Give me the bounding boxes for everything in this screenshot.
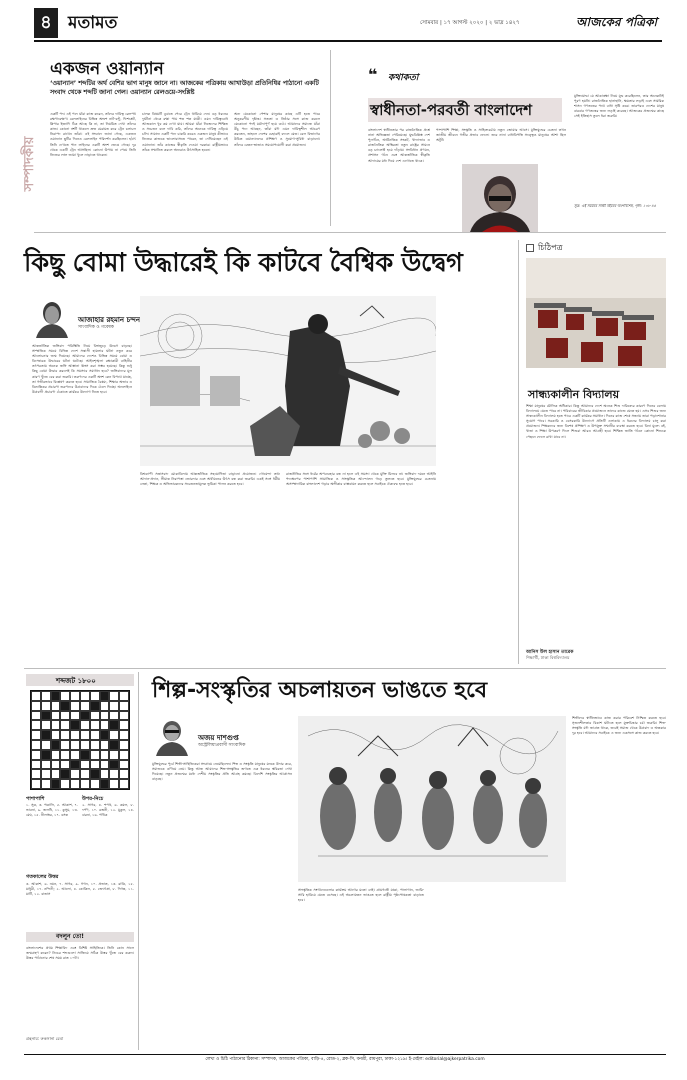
crossword-cell[interactable] [90,740,100,750]
crossword-cell[interactable] [31,769,41,779]
crossword-cell[interactable] [51,720,61,730]
crossword-cell[interactable] [100,701,110,711]
bonus-title: বদলুন তো! [56,933,85,940]
crossword-cell[interactable] [60,760,70,770]
header-date: সোমবার | ১৭ আগস্ট ২০২০ | ২ ভাদ্র ১৪২৭ [420,20,520,26]
crossword-cell [60,701,70,711]
chithipatra-body: শিক্ষা মানুষের মৌলিক অধিকার। কিন্তু আমাদের দেশে অনেক শিশু দারিদ্র্যের কারণে দিনের বেলায় বিদ্যালয়ে যেতে পারে না। পরিবারের জীবিকার প্রয়োজনে তাদের কাজে যেতে হয়। এসব শিশুর জন্য সান্ধ্যকালীন বিদ্যালয় হতে পারে একটি কার্যকর সমাধান। দিনের কাজ শেষে সন্ধ্যায় তারা পড়াশোনার সুযোগ পাবে। সরকারি ও বেসরকারি উদ্যোগে প্রতিটি এলাকায় এ ধরনের বিদ্যালয় চালু করা প্রয়োজন। শিক্ষকদের জন্য বিশেষ প্রশিক্ষণ ও উপযুক্ত সম্মানীর ব্যবস্থা করতে হবে। বিনা মূল্যে বই, খাতা ও শিক্ষা উপকরণ দিলে শিশুরা আরও আগ্রহী হবে। শিক্ষিত জাতি গঠনে কোনো শিশুকে পেছনে ফেলে রাখা যাবে না। [526,404,666,439]
kathakata-col-mid-top: পাশাপাশি শিক্ষা, সংস্কৃতি ও সাহিত্যচর্চায় নতুন জোয়ার আসে। মুক্তিযুদ্ধের চেতনা তখন জাতীয় জীবনে গভীর প্রভাব ফেলে। তবে নানা বাধাবিপত্তি সত্ত্বেও মানুষের আশা ছিল অটুট। [436,128,566,143]
clues-down-label: উপর-নিচে [82,796,104,802]
crossword-cell[interactable] [41,720,51,730]
crossword-cell[interactable] [31,760,41,770]
crossword-cell[interactable] [109,750,119,760]
crossword-cell[interactable] [119,750,129,760]
crossword-cell[interactable] [100,711,110,721]
column-divider [330,50,331,226]
crossword-cell[interactable] [31,730,41,740]
crossword-cell [109,720,119,730]
crossword-cell[interactable] [119,779,129,789]
crossword-cell[interactable] [70,779,80,789]
section-name: মতামত [68,13,118,33]
editorial-col3: অন্য যেকোনো পেশার মানুষের কাছে এটি হতে পারে অনুকরণীয় দৃষ্টান্ত। সততা ও নিষ্ঠার সঙ্গে কাজ করলে যেকোনো পদই মর্যাদাপূর্ণ হয়ে ওঠে। আমাদের সমাজে যাঁরা উঁচু পদে আছেন, তাঁরা যদি এমন দায়িত্বশীল আচরণ করতেন, তাহলে দেশের চেহারাই বদলে যেত। রেল বিভাগের উচিত ওয়ান্যানদের প্রশিক্ষণ ও সুযোগ-সুবিধা বাড়ানো। তাঁদের বেতন-ভাতাও সময়োপযোগী করা প্রয়োজন। [234,112,320,147]
crossword-cell[interactable] [70,750,80,760]
kathakata-col-mid-low [436,172,458,228]
editorial-block [50,56,326,226]
article2-body-far-right: শিল্পীদের স্বাধীনভাবে কাজ করার পরিবেশ নিশ্চিত করতে হবে। সৃজনশীলতার বিকাশ ঘটাতে হলে মুক্তচিন্তার চর্চা জরুরি। শিল্প-সংস্কৃতি যদি জাগ্রত থাকে, তবেই সমাজ থেকে উগ্রবাদ ও অন্ধকার দূর হবে। আমাদের সবাইকে এ জন্য একসঙ্গে কাজ করতে হবে। [572,716,666,736]
classroom-photo [526,258,666,368]
crossword-title: শব্দজট ১৮০০ [56,677,96,685]
header-rule [34,40,662,42]
chithipatra-block [526,240,666,664]
crossword-cell[interactable] [60,720,70,730]
crossword-cell[interactable] [119,769,129,779]
photo-caption [526,370,666,380]
crossword-cell[interactable] [70,701,80,711]
crossword-cell [80,750,90,760]
kathakata-source: সূত্র: এই সময়ের সাক্ষী বইয়ের অংশবিশেষ, পৃষ্ঠা: ১৩৮-৪৫ [574,204,656,208]
article2-illustration [298,716,566,882]
crossword-cell[interactable] [41,779,51,789]
chithipatra-author: আনিস উল হাসান তারেক [526,650,574,655]
clues-across-label: পাশাপাশি [26,796,45,802]
crossword-cell[interactable] [31,740,41,750]
prev-answers-label: গতকালের উত্তর [26,874,59,880]
crossword-cell[interactable] [80,769,90,779]
article2-body-left: মুক্তিযুদ্ধের পূর্বে শিল্পী-সাহিত্যিকরা সংগ্রামে নেমেছিলেন। শিল্প ও সংস্কৃতি মানুষের মনকে উদার করে, সমাজকে এগিয়ে নেয়। কিন্তু আজ আমাদের শিল্প-সংস্কৃতির জগতে এক ধরনের স্থবিরতা দেখা দিয়েছে। নতুন প্রজন্মের মধ্যে দেশীয় সংস্কৃতির প্রতি আগ্রহ কমছে। বিদেশি সংস্কৃতির আগ্রাসন বাড়ছে। [152,762,292,782]
crossword-cell[interactable] [51,760,61,770]
editorial-intro: ‘ওয়ান্যান’ শব্দটির অর্থ বেশির ভাগ মানুষ জানে না। আজকের পত্রিকায় আখাউড়া প্রতিনিধির পাঠানো একটি সংবাদ থেকে শব্দটি জানা গেল। ওয়ান্যান রেলওয়ে-সংশ্লিষ্ট [50,80,319,96]
crossword-cell[interactable] [119,730,129,740]
author-portrait [462,164,538,232]
sidebar-label: সম্পাদকীয় [22,136,37,192]
crossword-cell[interactable] [80,779,90,789]
crossword-cell[interactable] [80,760,90,770]
crossword-cell[interactable] [119,740,129,750]
page-number: ৪ [40,12,52,33]
crossword-cell[interactable] [80,740,90,750]
crossword-cell[interactable] [90,720,100,730]
crossword-cell[interactable] [109,769,119,779]
crossword-cell[interactable] [90,750,100,760]
crossword-cell [41,750,51,760]
editorial-sidebar [20,104,40,224]
crossword-cell[interactable] [119,760,129,770]
crossword-cell [51,779,61,789]
crossword-cell [60,769,70,779]
crossword-cell[interactable] [31,720,41,730]
crossword-cell[interactable] [90,779,100,789]
crossword-cell [100,730,110,740]
crossword-cell[interactable] [31,701,41,711]
crossword-cell[interactable] [90,730,100,740]
crossword-cell[interactable] [51,711,61,721]
crossword-cell[interactable] [100,769,110,779]
prev-answers: ৩. আকাশ, ৬. নয়ন, ৭. সাগর, ৯. গগন, ১০. প্রভাত, ১৩. রাত্রি, ১৫. মাধুরী, ১৭. নন্দিনী; ২. আলো, ৪. কোকিল, ৫. জ্যোৎস্না, ৮. দিগন্ত, ১১. মাটি, ১২. বাতাস [26,882,134,897]
crossword-cell[interactable] [119,711,129,721]
article2-body-mid: সাংস্কৃতিক সংগঠনগুলোর কার্যক্রম আগের মতো নেই। গ্রামগঞ্জে যাত্রা, পালাগান, জারি-সারি হারিয়ে যেতে বসেছে। এই অচলায়তন ভাঙতে হলে রাষ্ট্রীয় পৃষ্ঠপোষকতা বাড়াতে হবে। [298,888,424,903]
crossword-cell [90,701,100,711]
crossword-cell[interactable] [70,691,80,701]
clues-across: ১. সূত্র, ৩. পত্রালি, ৫. আকাশ, ৭. ভাবনা, ৯. জলধি, ১১. কুসুম, ১৩. মেঘ, ১৫. নীলাম্বর, ১৭. বসন্ত [26,803,78,818]
quote-icon: ❝ [368,65,378,84]
crossword-cell[interactable] [41,760,51,770]
crossword-cell[interactable] [31,779,41,789]
kathakata-col-left: বাংলাদেশ স্বাধীনতার পর রাজনৈতিক প্রশ্নে নানা অভিজ্ঞতা পেরিয়েছে। যুদ্ধবিধ্বস্ত দেশ পুনর্গঠন, অর্থনৈতিক সংকট, খাদ্যাভাব ও রাজনৈতিক অস্থিরতা নতুন রাষ্ট্রের সামনে বড় চ্যালেঞ্জ হয়ে দাঁড়ায়। সংবিধান প্রণয়ন, প্রশাসন গঠন এবং আন্তর্জাতিক স্বীকৃতি আদায়ের মধ্য দিয়ে দেশ এগোতে থাকে। [368,128,430,163]
crossword-cell[interactable] [41,769,51,779]
crossword-cell[interactable] [119,720,129,730]
crossword-cell[interactable] [109,730,119,740]
crossword-cell [51,691,61,701]
crossword-cell[interactable] [51,730,61,740]
bonus-text: বাংলাদেশের প্রথম শিক্ষাবিদ এবং বিশিষ্ট সাহিত্যিক। তিনি কোন সালে জন্মগ্রহণ করেন? নিচের শব্দগুলো সাজিয়ে সঠিক উত্তর খুঁজে বের করুন। উত্তর পাঠানোর শেষ সময় রাত ১০টা। [26,946,134,961]
crossword-cell [100,779,110,789]
editorial-col1: একটি পদ। এই পদে যাঁরা কাজ করেন, তাঁদের দায়িত্ব রেলপথ রক্ষণাবেক্ষণ। রেললাইনের বিভিন্ন অংশে নাট-বল্টু, ফিশপ্লেট, স্লিপার ইত্যাদি ঠিক আছে কি না, তা নিয়মিত দেখা তাঁদের কাজ। কোনো ত্রুটি থাকলে দ্রুত মেরামত করে ট্রেন চলাচল নিরাপদ রাখেন তাঁরা। এই সংবাদে জানা গেছে, একজন ওয়ান্যান ছুটির দিনেও রেললাইন পরিদর্শন করছিলেন। হঠাৎ তিনি দেখতে পান লাইনের একটি অংশ ভেঙে গেছে। দূর থেকে একটি ট্রেন আসছিল। কোনো উপায় না পেয়ে তিনি নিজের লাল জামা খুলে নাড়াতে থাকেন। [50,112,136,157]
crossword-block [26,674,134,1050]
article1-body-left: আন্তর্জাতিক জঙ্গিবাদ পরিস্থিতি নিয়ে বিশ্বজুড়ে উদ্বেগ বাড়ছে। সাম্প্রতিক সময়ে বিভিন্ন দেশে সন্ত্রাসী হামলার ঘটনা নতুন করে আলোচনার জন্ম দিয়েছে। আমাদের দেশেও বিভিন্ন সময়ে বোমা ও বিস্ফোরক উদ্ধারের ঘটনা ঘটেছে। আইনশৃঙ্খলা রক্ষাকারী বাহিনীর তৎপরতায় অনেক জঙ্গি আস্তানা ধ্বংস করা সম্ভব হয়েছে। কিন্তু শুধু কিছু বোমা উদ্ধার করলেই কি সমস্যার সমাধান হবে? জঙ্গিবাদের মূল কারণ খুঁজে বের করা জরুরি। তরুণদের একটি অংশ কেন বিপথে যাচ্ছে, তা গভীরভাবে বিশ্লেষণ করতে হবে। সামাজিক বৈষম্য, শিক্ষার অভাব ও বিভ্রান্তিকর প্রচারণা তরুণদের উগ্রবাদের দিকে ঠেলে দিচ্ছে। অনলাইনে উগ্রবাদী প্রচারণা ঠেকাতে কার্যকর উদ্যোগ নিতে হবে। [32,344,132,394]
crossword-cell[interactable] [109,779,119,789]
crossword-cell[interactable] [119,691,129,701]
crossword-cell[interactable] [60,779,70,789]
crossword-cell [51,740,61,750]
crossword-cell[interactable] [60,730,70,740]
crossword-cell[interactable] [109,711,119,721]
crossword-cell[interactable] [60,750,70,760]
crossword-cell[interactable] [31,711,41,721]
crossword-cell[interactable] [80,730,90,740]
article2-headline: শিল্প-সংস্কৃতির অচলায়তন ভাঙতে হবে [152,678,488,703]
article2-body-right [430,888,566,1044]
crossword-cell[interactable] [119,701,129,711]
crossword-cell[interactable] [51,769,61,779]
crossword-cell [100,691,110,701]
crossword-cell [80,711,90,721]
crossword-cell [70,760,80,770]
crossword-cell[interactable] [100,720,110,730]
article1-author-photo [32,298,72,338]
crossword-cell[interactable] [51,701,61,711]
crossword-cell[interactable] [100,740,110,750]
article1-illustration [140,296,436,466]
article1-headline: কিছু বোমা উদ্ধারেই কি কাটবে বৈশ্বিক উদ্বেগ [24,248,463,278]
crossword-cell[interactable] [100,750,110,760]
chithipatra-author-title: শিক্ষার্থী, ঢাকা বিশ্ববিদ্যালয় [526,655,570,660]
chithipatra-title: সান্ধ্যকালীন বিদ্যালয় [528,388,620,401]
crossword-cell[interactable] [90,691,100,701]
kathakata-title: স্বাধীনতা-পরবর্তী বাংলাদেশ [370,101,532,119]
crossword-cell [109,740,119,750]
masthead: আজকের পত্রিকা [576,15,657,29]
editorial-title: একজন ওয়ান্যান [50,59,164,79]
kathakata-col-right: মুক্তিযোদ্ধা যে আকাঙ্ক্ষা নিয়ে যুদ্ধ করেছিলেন, তার অনেকটাই পূরণ হয়নি। রাজনৈতিক হানাহানি, ক্ষমতার লড়াই এবং সামরিক শাসন গণতন্ত্রের পথে বাধা সৃষ্টি করে। তারপরও দেশের মানুষ বারবার গণতন্ত্রের জন্য লড়াই করেছে। আজকের প্রজন্মের কাছে সেই ইতিহাস তুলে ধরা জরুরি। [574,94,664,119]
crossword-cell[interactable] [70,740,80,750]
crossword-cell[interactable] [60,740,70,750]
crossword-cell[interactable] [60,711,70,721]
crossword-credit: গ্রন্থনায়: রুকসানা রেবা [26,1036,64,1041]
crossword-cell[interactable] [90,711,100,721]
article1-author-title: সাংবাদিক ও গবেষক [78,325,114,330]
crossword-cell[interactable] [109,701,119,711]
crossword-cell[interactable] [31,750,41,760]
crossword-cell [41,730,51,740]
article2-author-photo [152,716,192,756]
crossword-cell[interactable] [70,711,80,721]
crossword-cell[interactable] [70,769,80,779]
crossword-cell[interactable] [51,750,61,760]
article1-body-right: রাজনীতির সঙ্গে ধর্মের অপব্যবহার বন্ধ না হলে এই সমস্যা থেকে মুক্তি মিলবে না। জঙ্গিবাদ দমনে আইনি পদক্ষেপের পাশাপাশি সামাজিক ও সাংস্কৃতিক আন্দোলন গড়ে তুলতে হবে। মুক্তিযুদ্ধের চেতনায় অসাম্প্রদায়িক বাংলাদেশ গড়ার অঙ্গীকার বাস্তবায়ন করতে হলে সবাইকে ঐক্যবদ্ধ হতে হবে। [286,472,436,487]
crossword-cell[interactable] [80,701,90,711]
section-divider [34,232,666,233]
editorial-col2: চালক বিষয়টি বুঝতে পেরে ট্রেন থামিয়ে দেন। বড় ধরনের দুর্ঘটনা থেকে রক্ষা পায় শত শত যাত্রী। এমন দায়িত্ববোধ আজকাল খুব কম দেখা যায়। আমরা যাঁরা নিজেদের শিক্ষিত ও সচেতন বলে দাবি করি, তাঁদের অনেকে দায়িত্ব এড়িয়ে চলি। সামান্য একটি পদে চাকরি করেও একজন মানুষ কীভাবে নিজের কাজকে ভালোবাসতে পারেন, তা দেখিয়েছেন এই ওয়ান্যান। তাঁর কাজের স্বীকৃতি দেওয়া দরকার। রাষ্ট্রীয়ভাবে তাঁকে সম্মানিত করলে অন্যরাও উৎসাহিত হবেন। [142,112,228,152]
column-divider [138,672,139,1050]
kathakata-block [336,46,666,232]
article1-body-mid: বিশ্বব্যাপী সন্ত্রাসবাদ মোকাবিলায় আন্তর্জাতিক সহযোগিতা বাড়ানো প্রয়োজন। গোয়েন্দা তথ্য আদান-প্রদান, সীমান্ত নিরাপত্তা জোরদার এবং অর্থায়নের উৎস বন্ধ করা জরুরি। একই সঙ্গে ধর্মীয় নেতা, শিক্ষক ও অভিভাবকদের সচেতনতামূলক ভূমিকা পালন করতে হবে। [140,472,280,487]
crossword-cell [41,711,51,721]
column-divider [518,240,519,664]
crossword-cell[interactable] [80,691,90,701]
section-divider [24,668,666,669]
crossword-cell[interactable] [60,691,70,701]
article1-author: আজাহার রহমান চন্দন [78,316,141,324]
article1-body-far-right [444,296,516,662]
crossword-cell [70,720,80,730]
article2-author-title: অস্ট্রেলিয়াপ্রবাসী সাংবাদিক [198,743,246,748]
chithipatra-label: চিঠিপত্র [538,243,563,252]
crossword-cell [109,760,119,770]
footer-bar [24,1054,666,1066]
letters-icon [526,244,534,252]
kathakata-label: কথাকতা [388,73,419,83]
crossword-cell[interactable] [109,691,119,701]
crossword-cell[interactable] [100,760,110,770]
footer-text: লেখা ও চিঠি পাঠানোর ঠিকানা: সম্পাদক, আজকের পত্রিকা, বাড়ি-৪, রোড-২, ব্লক-সি, বনশ্রী, রামপুরা, ঢাকা-১২১৯। ই-মেইল: editorial@ajkerpatrika.com [205,1057,485,1062]
page-header [34,8,662,38]
crossword-cell[interactable] [90,760,100,770]
article2-author: অজয় দাশগুপ্ত [198,734,239,742]
crossword-cell[interactable] [41,691,51,701]
crossword-cell[interactable] [41,740,51,750]
crossword-cell[interactable] [70,730,80,740]
page-number-box [34,8,58,38]
crossword-cell[interactable] [80,720,90,730]
crossword-grid[interactable] [30,690,130,790]
crossword-cell[interactable] [41,701,51,711]
clues-down: ২. সাগর, ৪. শপথ, ৬. কমল, ৮. দর্পণ, ১০. রজনী, ১২. মুকুল, ১৪. ঝরনা, ১৬. পথিক [82,803,134,818]
crossword-cell[interactable] [31,691,41,701]
crossword-cell [90,769,100,779]
